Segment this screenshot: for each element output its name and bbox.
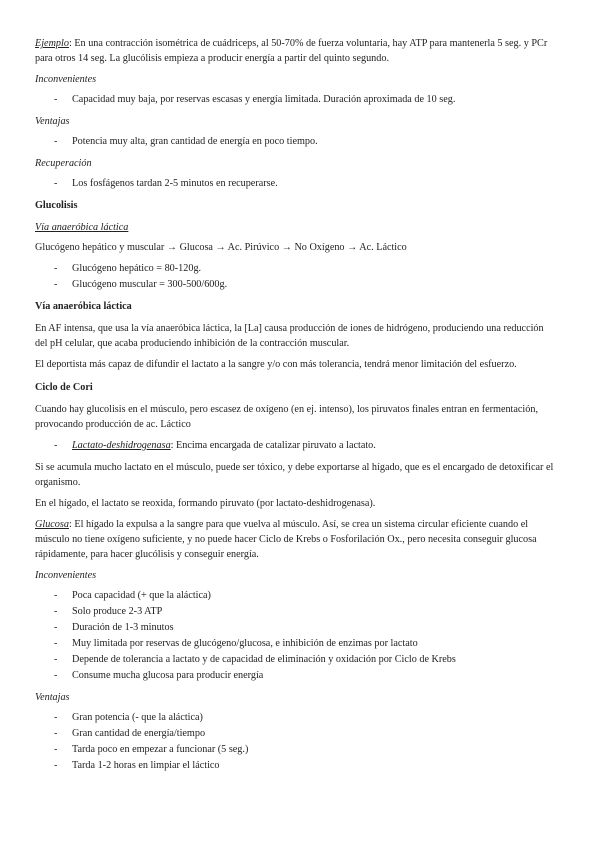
list-item: - Los fosfágenos tardan 2-5 minutos en recuperarse. [35, 176, 554, 192]
cori-paragraph-1: Cuando hay glucolisis en el músculo, pero escasez de oxígeno (en ej. intenso), los piruvatos finales entran en fermentación, provocando producción de ac. Láctico [35, 404, 538, 430]
list-item: - Glucógeno hepático = 80-120g. [35, 261, 554, 277]
list-item: - Tarda poco en empezar a funcionar (5 seg.) [35, 742, 554, 758]
glucosa-paragraph [35, 517, 554, 562]
fosfageno-ventajas-list [35, 134, 554, 150]
list-item: - Duración de 1-3 minutos [35, 620, 554, 636]
fosfageno-recuperacion-title: Recuperación [35, 158, 92, 169]
list-item: - Potencia muy alta, gran cantidad de energía en poco tiempo. [35, 134, 554, 150]
fosfageno-inconvenientes-list [35, 92, 554, 108]
ldh-text: : Encima encargada de catalizar piruvato a lactato. [170, 440, 376, 451]
list-item: - Gran potencia (- que la aláctica) [35, 710, 554, 726]
cori-paragraph-2: Si se acumula mucho lactato en el músculo, puede ser tóxico, y debe exportarse al hígado, que es el encargado de detoxificar el organismo. [35, 462, 554, 488]
glucogeno-list [35, 261, 554, 293]
list-item: - Tarda 1-2 horas en limpiar el láctico [35, 758, 554, 774]
cori-inconvenientes-list [35, 588, 554, 684]
ldh-list [35, 438, 554, 454]
via-lactica-paragraph-1: En AF intensa, que usa la vía anaeróbica láctica, la [La] causa producción de iones de hidrógeno, produciendo una reducción del pH celular, que acaba produciendo inhibición de la contracción muscular. [35, 323, 544, 349]
list-item: - Glucógeno muscular = 300-500/600g. [35, 277, 554, 293]
glucosa-text: : El hígado la expulsa a la sangre para que vuelva al músculo. Así, se crea un sistema circular eficiente cuando el músculo no tiene oxígeno suficiente, y no puede hacer Ciclo de Krebs o Fosforilación Ox., pero necesita conseguir glucosa rápidamente, para hacer glucólisis y conseguir energía. [35, 519, 537, 560]
cori-heading: Ciclo de Cori [35, 382, 93, 393]
cori-ventajas-title: Ventajas [35, 692, 70, 703]
ldh-label: Lactato-deshidrogenasa [72, 440, 171, 451]
cori-ventajas-list [35, 710, 554, 774]
cori-inconvenientes-title: Inconvenientes [35, 570, 97, 581]
list-item: - Solo produce 2-3 ATP [35, 604, 554, 620]
list-item: - Poca capacidad (+ que la aláctica) [35, 588, 554, 604]
list-item: - Consume mucha glucosa para producir energía [35, 668, 554, 684]
ejemplo-label: Ejemplo [35, 38, 69, 49]
glucosa-label: Glucosa [35, 519, 69, 530]
ejemplo-paragraph [35, 36, 554, 66]
via-lactica-heading: Vía anaeróbica láctica [35, 301, 132, 312]
fosfageno-ventajas-title: Ventajas [35, 116, 70, 127]
glucolisis-heading: Glucolisis [35, 200, 78, 211]
ejemplo-text: : En una contracción isométrica de cuádriceps, al 50-70% de fuerza voluntaria, hay ATP para mantenerla 5 seg. y PCr para otros 14 seg. La glucólisis empieza a producir energía a partir del quinto segundo. [35, 38, 548, 64]
list-item [35, 438, 554, 454]
glucolisis-via-title: Vía anaeróbica láctica [35, 222, 129, 233]
via-lactica-paragraph-2: El deportista más capaz de difundir el lactato a la sangre y/o con más tolerancia, tendrá menor limitación del esfuerzo. [35, 359, 517, 370]
fosfageno-recuperacion-list [35, 176, 554, 192]
list-item: - Depende de tolerancia a lactato y de capacidad de eliminación y oxidación por Ciclo de Krebs [35, 652, 554, 668]
fosfageno-inconvenientes-title: Inconvenientes [35, 74, 97, 85]
list-item: - Gran cantidad de energía/tiempo [35, 726, 554, 742]
list-item: - Capacidad muy baja, por reservas escasas y energía limitada. Duración aproximada de 10 seg. [35, 92, 554, 108]
cori-paragraph-3: En el hígado, el lactato se reoxida, formando piruvato (por lactato-deshidrogenasa). [35, 498, 376, 509]
list-item: - Muy limitada por reservas de glucógeno/glucosa, e inhibición de enzimas por lactato [35, 636, 554, 652]
glucolisis-chain: Glucógeno hepático y muscular → Glucosa → Ac. Pirúvico → No Oxígeno → Ac. Láctico [35, 242, 407, 253]
